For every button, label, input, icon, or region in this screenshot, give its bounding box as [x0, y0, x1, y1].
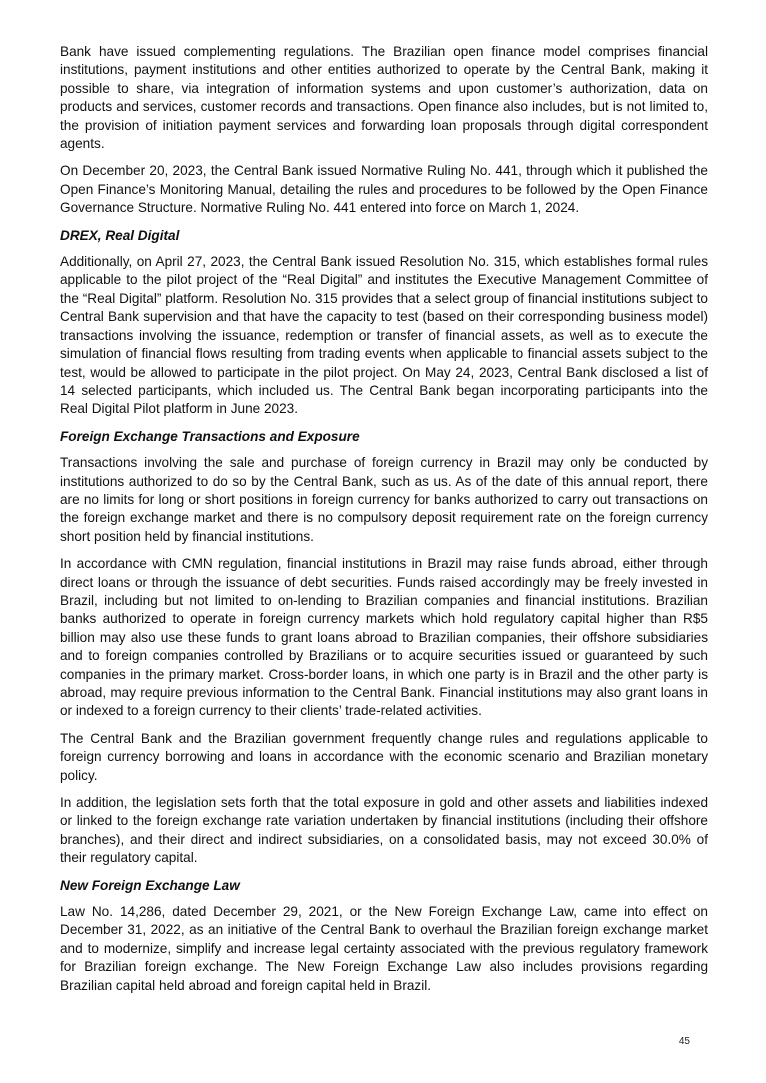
page-number: 45: [678, 1036, 690, 1047]
heading-new-foreign-exchange-law: New Foreign Exchange Law: [60, 877, 240, 893]
paragraph-rule-changes: The Central Bank and the Brazilian government frequently change rules and regulations applicable to foreign currency borrowing and loans in accordance with the economic scenario and Brazilian monetary policy.: [60, 730, 708, 783]
paragraph-cmn-regulation: In accordance with CMN regulation, financial institutions in Brazil may raise funds abroad, either through direct loans or through the issuance of debt securities. Funds raised accordingly may be freely invested in Brazil, including but not limited to on-lending to Brazilian companies and financial institutions. Brazilian banks authorized to operate in foreign currency markets which hold regulatory capital higher than R$5 billion may also use these funds to grant loans abroad to Brazilian companies, their offshore subsidiaries and to foreign companies controlled by Brazilians or to acquire securities issued or guaranteed by such companies in the primary market. Cross-border loans, in which one party is in Brazil and the other party is abroad, may require previous information to the Central Bank. Financial institutions may also grant loans in or indexed to a foreign currency to their clients’ trade-related activities.: [60, 556, 708, 719]
paragraph-law-14286: Law No. 14,286, dated December 29, 2021, or the New Foreign Exchange Law, came into effect on December 31, 2022, as an initiative of the Central Bank to overhaul the Brazilian foreign exchange market and to modernize, simplify and increase legal certainty associated with the previous regulatory framework for Brazilian foreign exchange. The New Foreign Exchange Law also includes provisions regarding Brazilian capital held abroad and foreign capital held in Brazil.: [60, 904, 708, 993]
document-page: [60, 43, 708, 1004]
heading-drex-real-digital: DREX, Real Digital: [60, 227, 180, 243]
heading-foreign-exchange-transactions: Foreign Exchange Transactions and Exposure: [60, 428, 360, 444]
paragraph-resolution-315: Additionally, on April 27, 2023, the Central Bank issued Resolution No. 315, which establishes formal rules applicable to the pilot project of the “Real Digital” and institutes the Executive Management Committee of the “Real Digital” platform. Resolution No. 315 provides that a select group of financial institutions subject to Central Bank supervision and that have the capacity to test (based on their corresponding business model) transactions involving the issuance, redemption or transfer of financial assets, as well as to execute the simulation of financial flows resulting from trading events when applicable to financial assets subject to the test, would be allowed to participate in the pilot project. On May 24, 2023, Central Bank disclosed a list of 14 selected participants, which included us. The Central Bank began incorporating participants into the Real Digital Pilot platform in June 2023.: [60, 254, 708, 417]
paragraph-foreign-currency-transactions: Transactions involving the sale and purchase of foreign currency in Brazil may only be conducted by institutions authorized to do so by the Central Bank, such as us. As of the date of this annual report, there are no limits for long or short positions in foreign currency for banks authorized to carry out transactions on the foreign exchange market and there is no compulsory deposit requirement rate on the foreign currency short position held by financial institutions.: [60, 455, 708, 544]
paragraph-open-finance: Bank have issued complementing regulations. The Brazilian open finance model comprises financial institutions, payment institutions and other entities authorized to operate by the Central Bank, making it possible to share, via integration of information systems and upon customer’s authorization, data on products and services, customer records and transactions. Open finance also includes, but is not limited to, the provision of initiation payment services and forwarding loan proposals through digital correspondent agents.: [60, 44, 708, 152]
paragraph-total-exposure: In addition, the legislation sets forth that the total exposure in gold and other assets and liabilities indexed or linked to the foreign exchange rate variation undertaken by financial institutions (including their offshore branches), and their direct and indirect subsidiaries, on a consolidated basis, may not exceed 30.0% of their regulatory capital.: [60, 795, 708, 866]
paragraph-normative-ruling-441: On December 20, 2023, the Central Bank issued Normative Ruling No. 441, through which it published the Open Finance’s Monitoring Manual, detailing the rules and procedures to be followed by the Open Finance Governance Structure. Normative Ruling No. 441 entered into force on March 1, 2024.: [60, 163, 708, 216]
